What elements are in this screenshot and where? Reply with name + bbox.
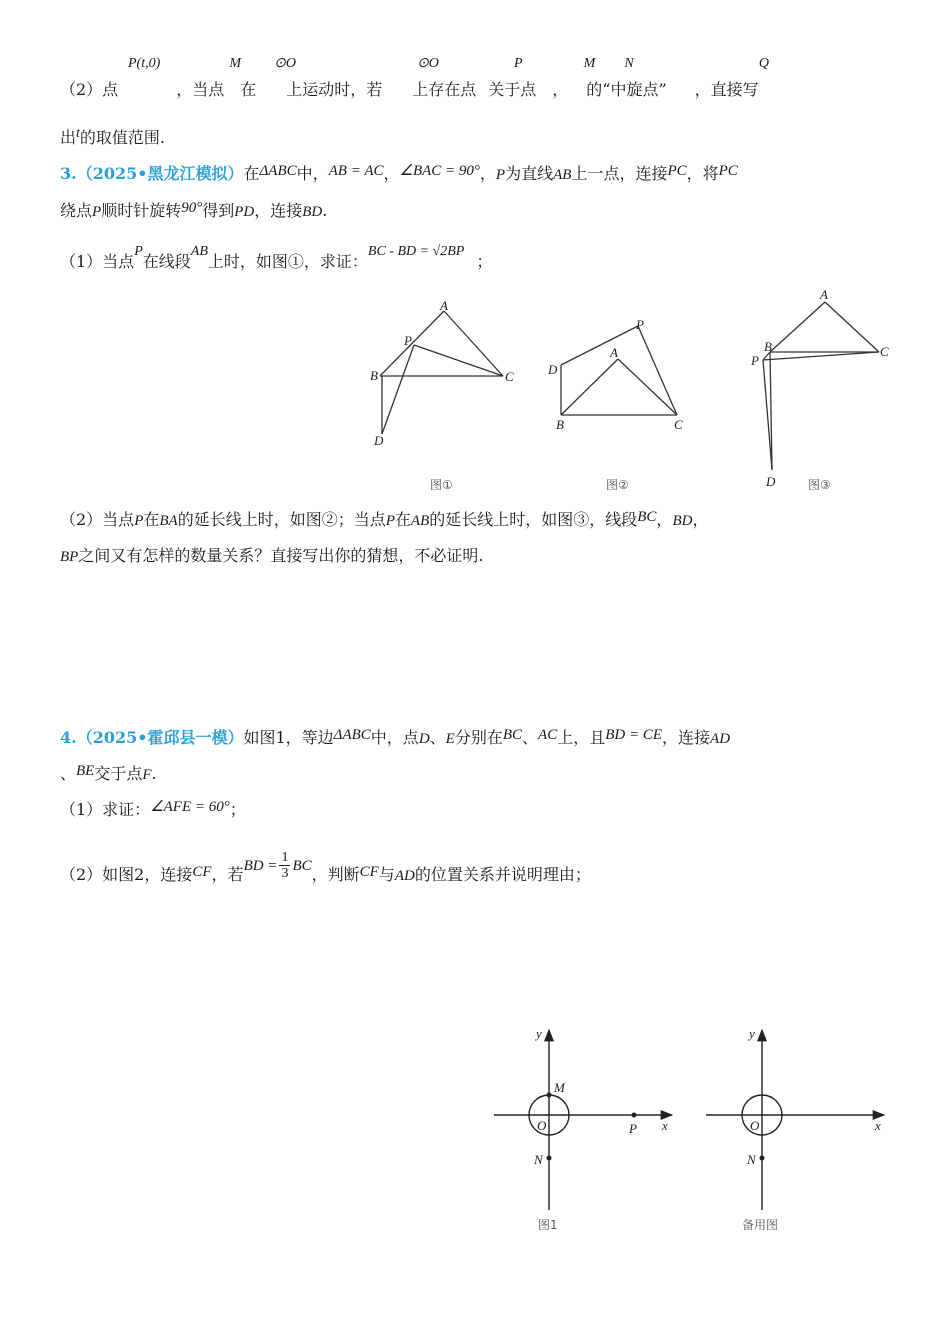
point-n-2 xyxy=(760,1156,765,1161)
fig2-o-label: O xyxy=(750,1118,760,1133)
fig2-label-c: C xyxy=(674,417,683,432)
q3-number: 3. xyxy=(60,164,77,183)
circle-o-1: ⊙O xyxy=(274,56,296,71)
fig-backup-axes xyxy=(706,1030,884,1210)
fig2-x-label: x xyxy=(875,1118,881,1133)
fig3-lines xyxy=(763,302,879,470)
q3-figures xyxy=(360,290,900,500)
point-m xyxy=(547,1093,552,1098)
fig1-m-label: M xyxy=(554,1080,565,1095)
fig2-label-a: A xyxy=(610,345,618,360)
var-p: P xyxy=(514,56,523,71)
fig-backup-caption: 备用图 xyxy=(742,1218,779,1232)
q2-part2-line1: （2）点 ，当点 在 上运动时，若 上存在点 关于点 ， 的“中旋点” ，直接写 xyxy=(60,80,759,99)
fig3-caption: 图③ xyxy=(808,478,831,492)
q3-line1: 3.（2025•黑龙江模拟）在ΔABC中，AB = AC，∠BAC = 90°，P为直线AB上一点，连接PC，将PC xyxy=(60,163,738,183)
q3-part2-line2: BP之间又有怎样的数量关系？直接写出你的猜想，不必证明. xyxy=(60,546,484,565)
q4-part1: （1）求证：∠AFE = 60°； xyxy=(60,799,246,819)
fig1-p-label: P xyxy=(629,1121,637,1136)
var-m-2: M xyxy=(583,56,596,71)
q3-part2-line1: （2）当点P在BA的延长线上时，如图②；当点P在AB的延长线上时，如图③，线段BC，BD， xyxy=(60,509,709,529)
fig1-caption: 图① xyxy=(430,478,453,492)
fig1-o-label: O xyxy=(537,1118,547,1133)
fig1-label-a: A xyxy=(440,298,448,313)
circle-o-2: ⊙O xyxy=(417,56,439,71)
fig3-label-d: D xyxy=(766,474,776,489)
q4-part2: （2）如图2，连接CF，若BD = $\frac{1}{3}$ BC，判断CF与AD的位置关系并说明理由； xyxy=(60,850,591,884)
q4-number: 4. xyxy=(60,728,77,747)
point-n xyxy=(547,1156,552,1161)
q3-source: （2025•黑龙江模拟） xyxy=(76,164,244,183)
coordinate-figures xyxy=(490,1020,900,1240)
fig1-x-label: x xyxy=(662,1118,668,1133)
q3-equation: BC - BD = √2BP xyxy=(367,244,465,259)
fig2-caption: 图② xyxy=(606,478,629,492)
fig1-lines xyxy=(380,311,503,434)
fig3-label-b: B xyxy=(764,339,772,354)
p-expr: P(t,0) xyxy=(128,56,161,71)
fig1-label-d: D xyxy=(374,433,384,448)
fig2-lines xyxy=(561,326,677,415)
fig3-label-c: C xyxy=(880,344,889,359)
fig1-label-p: P xyxy=(404,333,412,348)
fraction-one-third: $\frac{1}{3}$ xyxy=(281,850,289,881)
fig1-n-label: N xyxy=(534,1152,543,1167)
q4-source: （2025•霍邱县一模） xyxy=(76,728,244,747)
fig3-label-p: P xyxy=(751,353,759,368)
fig2-y-label: y xyxy=(749,1026,755,1041)
var-n: N xyxy=(624,56,634,71)
point-p xyxy=(632,1113,637,1118)
fig2-label-d: D xyxy=(548,362,558,377)
q4-line1: 4.（2025•霍邱县一模）如图1，等边ΔABC中，点D、E分别在BC、AC上，且BD = CE，连接AD xyxy=(60,727,731,747)
fig1-label-c: C xyxy=(505,369,514,384)
var-q: Q xyxy=(758,56,769,71)
fig-1-axes xyxy=(494,1030,672,1210)
fig2-n-label: N xyxy=(747,1152,756,1167)
q4-line2: 、BE交于点F. xyxy=(60,763,157,783)
fig1-label-b: B xyxy=(370,368,378,383)
fig1-y-label: y xyxy=(536,1026,542,1041)
fig2-label-b: B xyxy=(556,417,564,432)
q2-part2-line2: 出t的取值范围. xyxy=(60,126,165,147)
fig2-label-p: P xyxy=(636,317,644,332)
fig3-label-a: A xyxy=(820,290,828,302)
q3-part1: （1）当点P在线段AB上时，如图①，求证：BC - BD = √2BP； xyxy=(60,244,493,271)
var-m: M xyxy=(229,56,242,71)
q3-line2: 绕点P顺时针旋转90°得到PD，连接BD. xyxy=(60,200,328,220)
fig-1-caption: 图1 xyxy=(538,1218,558,1232)
